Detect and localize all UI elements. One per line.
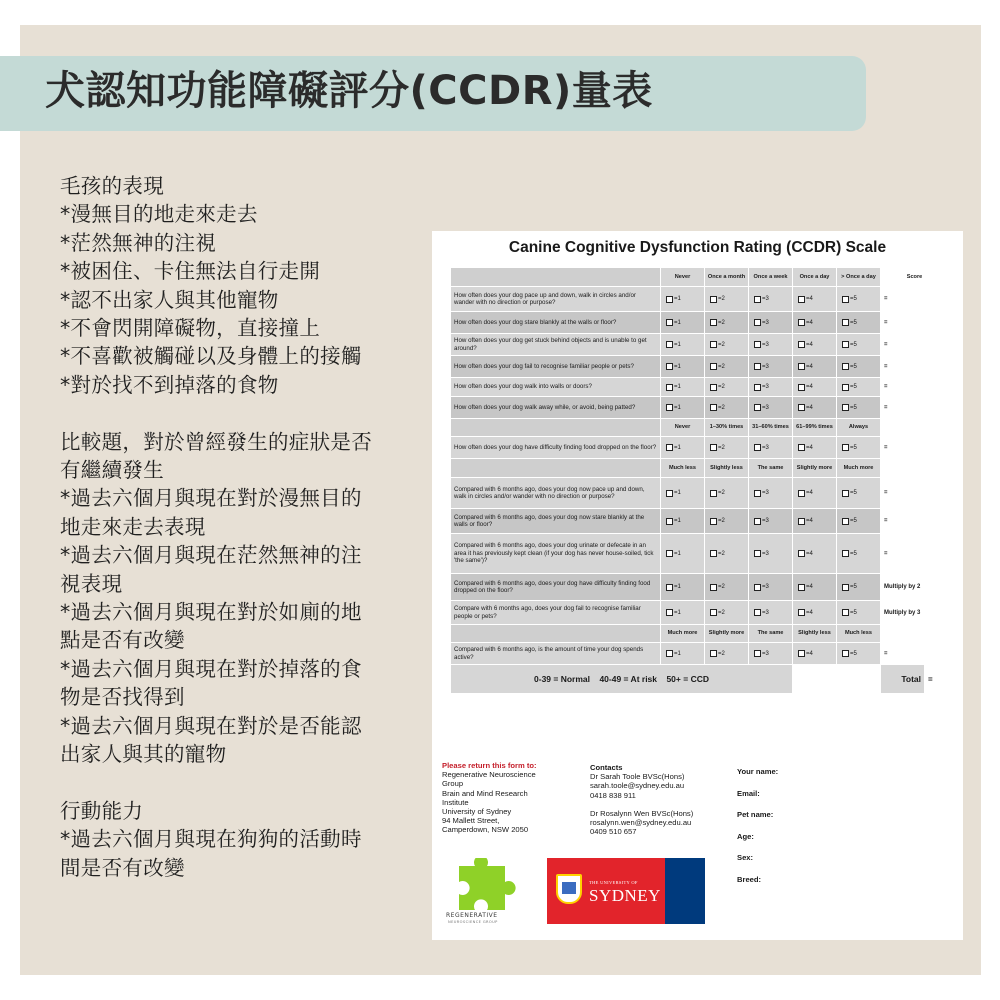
column-header: Never (661, 419, 705, 437)
column-header: 31–60% times (749, 419, 793, 437)
checkbox[interactable] (754, 650, 761, 657)
question: How often does your dog fail to recognise familiar people or pets? (451, 356, 661, 378)
score-header: Score (881, 268, 945, 287)
text-line: 間是否有改變 (60, 855, 185, 880)
question: How often does your dog stare blankly at the walls or floor? (451, 312, 661, 334)
checkbox[interactable] (754, 363, 761, 370)
checkbox[interactable] (798, 650, 805, 657)
table-row: Compared with 6 months ago, does your dog urinate or defecate in an area it has previously kept clean (if your dog has never house-soiled, tick 'the same')? =1 =2 =3 =4 =5 = (451, 534, 945, 574)
checkbox[interactable] (666, 609, 673, 616)
checkbox[interactable] (666, 319, 673, 326)
checkbox[interactable] (710, 384, 717, 391)
column-header: > Once a day (837, 268, 881, 287)
text-line: *漫無目的地走來走去 (60, 202, 258, 227)
checkbox[interactable] (798, 341, 805, 348)
text-line: 視表現 (60, 571, 123, 596)
column-header: 1–30% times (705, 419, 749, 437)
score-cell[interactable]: = (881, 509, 945, 534)
checkbox[interactable] (798, 319, 805, 326)
text-line: 有繼續發生 (60, 458, 164, 483)
score-cell[interactable]: = (881, 397, 945, 419)
checkbox[interactable] (754, 550, 761, 557)
checkbox[interactable] (754, 296, 761, 303)
university-logo: THE UNIVERSITY OF SYDNEY (547, 858, 705, 924)
checkbox[interactable] (754, 319, 761, 326)
checkbox[interactable] (666, 444, 673, 451)
checkbox[interactable] (842, 444, 849, 451)
checkbox[interactable] (666, 341, 673, 348)
score-cell[interactable]: = (881, 534, 945, 574)
checkbox[interactable] (798, 296, 805, 303)
header-row (451, 268, 945, 287)
checkbox[interactable] (798, 363, 805, 370)
text-line: *認不出家人與其他寵物 (60, 287, 279, 312)
text-line: *對於找不到掉落的食物 (60, 372, 279, 397)
checkbox[interactable] (710, 584, 717, 591)
question: Compare with 6 months ago, does your dog fail to recognise familiar people or pets? (451, 601, 661, 625)
header-row (451, 419, 945, 437)
score-cell[interactable]: = (881, 643, 945, 665)
table-row: How often does your dog walk into walls or doors? =1 =2 =3 =4 =5 = (451, 378, 945, 397)
score-cell[interactable]: = (881, 312, 945, 334)
table-row: Compare with 6 months ago, does your dog fail to recognise familiar people or pets? =1 =2 =3 =4 =5 Multiply by 3 (451, 601, 945, 625)
text-line: 毛孩的表現 (60, 174, 164, 198)
checkbox[interactable] (798, 518, 805, 525)
question: Compared with 6 months ago, does your dog urinate or defecate in an area it has previously kept clean (if your dog has never house-soiled, tick 'the same')? (451, 534, 661, 574)
text-line: 物是否找得到 (60, 685, 185, 710)
score-cell[interactable]: = (881, 287, 945, 312)
text-line: 比較題，對於曾經發生的症狀是否 (60, 429, 372, 454)
table-row: How often does your dog fail to recognise familiar people or pets? =1 =2 =3 =4 =5 = (451, 356, 945, 378)
column-header: Once a month (705, 268, 749, 287)
column-header: The same (749, 459, 793, 478)
column-header: Slightly more (793, 459, 837, 478)
checkbox[interactable] (710, 609, 717, 616)
column-header: Much less (661, 459, 705, 478)
question: How often does your dog pace up and down, walk in circles and/or wander with no direction or purpose? (451, 287, 661, 312)
checkbox[interactable] (842, 384, 849, 391)
checkbox[interactable] (842, 550, 849, 557)
table-row: Compared with 6 months ago, is the amount of time your dog spends active? =1 =2 =3 =4 =5 = (451, 643, 945, 665)
checkbox[interactable] (666, 363, 673, 370)
column-header: Slightly less (793, 625, 837, 643)
checkbox[interactable] (666, 550, 673, 557)
checkbox[interactable] (842, 296, 849, 303)
total-label: Total (881, 665, 925, 694)
table-row: Compared with 6 months ago, does your dog now pace up and down, walk in circles and/or wander with no direction or purpose? =1 =2 =3 =4 =5 = (451, 478, 945, 509)
header-row (451, 625, 945, 643)
checkbox[interactable] (710, 296, 717, 303)
column-header: Always (837, 419, 881, 437)
checkbox[interactable] (710, 650, 717, 657)
checkbox[interactable] (666, 490, 673, 497)
checkbox[interactable] (798, 609, 805, 616)
checkbox[interactable] (710, 319, 717, 326)
checkbox[interactable] (842, 490, 849, 497)
column-header: Slightly less (705, 459, 749, 478)
return-address: Please return this form to: Regenerative Neuroscience Group Brain and Mind Research Institute University of Sydney 94 Mallett Street, Camperdown, NSW 2050 (442, 761, 537, 835)
checkbox[interactable] (754, 490, 761, 497)
checkbox[interactable] (798, 584, 805, 591)
text-line: 行動能力 (60, 798, 144, 823)
column-header: Much less (837, 625, 881, 643)
column-header: Slightly more (705, 625, 749, 643)
checkbox[interactable] (666, 584, 673, 591)
text-line: 出家人與其的寵物 (60, 742, 227, 767)
question: Compared with 6 months ago, does your dog now pace up and down, walk in circles and/or wander with no direction or purpose? (451, 478, 661, 509)
score-cell[interactable]: = (881, 437, 945, 459)
spacer (60, 769, 420, 797)
checkbox[interactable] (798, 490, 805, 497)
page-title: 犬認知功能障礙評分(CCDR)量表 (45, 68, 653, 114)
checkbox[interactable] (842, 518, 849, 525)
checkbox[interactable] (798, 404, 805, 411)
question: How often does your dog get stuck behind objects and is unable to get around? (451, 334, 661, 356)
text-line: *過去六個月與現在茫然無神的注 (60, 543, 362, 568)
checkbox[interactable] (842, 341, 849, 348)
checkbox[interactable] (754, 609, 761, 616)
checkbox[interactable] (666, 518, 673, 525)
contacts: Contacts Dr Sarah Toole BVSc(Hons) sarah.toole@sydney.edu.au 0418 838 911 Dr Rosalynn Wen BVSc(Hons) rosalynn.wen@sydney.edu.au 0409 510 657 (590, 763, 694, 837)
column-header: Much more (837, 459, 881, 478)
symptom-list (60, 172, 420, 882)
question: Compared with 6 months ago, does your dog now stare blankly at the walls or floor? (451, 509, 661, 534)
text-line: *茫然無神的注視 (60, 230, 217, 255)
table-row: How often does your dog have difficulty finding food dropped on the floor? =1 =2 =3 =4 =5 = (451, 437, 945, 459)
question: Compared with 6 months ago, does your dog have difficulty finding food dropped on the floor? (451, 574, 661, 601)
checkbox[interactable] (754, 518, 761, 525)
column-header: The same (749, 625, 793, 643)
table-row: How often does your dog walk away while, or avoid, being patted? =1 =2 =3 =4 =5 = (451, 397, 945, 419)
table-row: How often does your dog get stuck behind objects and is unable to get around? =1 =2 =3 =4 =5 = (451, 334, 945, 356)
checkbox[interactable] (798, 550, 805, 557)
checkbox[interactable] (842, 404, 849, 411)
total-score[interactable]: = (925, 665, 945, 694)
crest-icon (556, 874, 582, 904)
owner-fields: Your name: Email: Pet name: Age: Sex: Breed: (737, 767, 779, 884)
ccdr-form-image (432, 231, 963, 940)
text-line: *不喜歡被觸碰以及身體上的接觸 (60, 344, 362, 369)
table-row: How often does your dog pace up and down, walk in circles and/or wander with no direction or purpose? =1 =2 =3 =4 =5 = (451, 287, 945, 312)
text-line: *過去六個月與現在對於漫無目的 (60, 486, 362, 511)
table-row: How often does your dog stare blankly at the walls or floor? =1 =2 =3 =4 =5 = (451, 312, 945, 334)
checkbox[interactable] (710, 363, 717, 370)
checkbox[interactable] (710, 550, 717, 557)
regen-logo-subtext: NEUROSCIENCE GROUP (448, 920, 498, 924)
column-header: Never (661, 268, 705, 287)
total-row (451, 665, 945, 694)
checkbox[interactable] (666, 650, 673, 657)
checkbox[interactable] (754, 444, 761, 451)
text-line: *過去六個月與現在對於如廁的地 (60, 600, 362, 625)
puzzle-logo-icon (445, 858, 521, 918)
checkbox[interactable] (798, 444, 805, 451)
checkbox[interactable] (754, 584, 761, 591)
checkbox[interactable] (710, 444, 717, 451)
checkbox[interactable] (842, 319, 849, 326)
column-header: Once a week (749, 268, 793, 287)
text-line: 點是否有改變 (60, 628, 185, 653)
score-cell[interactable]: = (881, 356, 945, 378)
form-title: Canine Cognitive Dysfunction Rating (CCDR) Scale (508, 239, 887, 256)
score-cell[interactable]: Multiply by 3 (881, 601, 945, 625)
checkbox[interactable] (798, 384, 805, 391)
score-ranges: 0-39 = Normal 40-49 = At risk 50+ = CCD (451, 665, 793, 694)
score-cell[interactable]: = (881, 334, 945, 356)
checkbox[interactable] (842, 363, 849, 370)
checkbox[interactable] (666, 404, 673, 411)
checkbox[interactable] (710, 490, 717, 497)
checkbox[interactable] (710, 518, 717, 525)
checkbox[interactable] (842, 650, 849, 657)
text-line: *過去六個月與現在對於是否能認 (60, 713, 362, 738)
text-line: *被困住、卡住無法自行走開 (60, 259, 321, 284)
header-row (451, 459, 945, 478)
regen-logo-text: REGENERATIVE (446, 912, 498, 919)
text-line: *不會閃開障礙物，直接撞上 (60, 316, 321, 341)
checkbox[interactable] (666, 384, 673, 391)
table-row: Compared with 6 months ago, does your dog now stare blankly at the walls or floor? =1 =2 =3 =4 =5 = (451, 509, 945, 534)
checkbox[interactable] (710, 341, 717, 348)
checkbox[interactable] (710, 404, 717, 411)
text-line: *過去六個月與現在狗狗的活動時 (60, 827, 362, 852)
column-header: 61–99% times (793, 419, 837, 437)
score-cell[interactable]: = (881, 478, 945, 509)
column-header: Once a day (793, 268, 837, 287)
score-cell[interactable]: Multiply by 2 (881, 574, 945, 601)
text-line: 地走來走去表現 (60, 514, 206, 539)
checkbox[interactable] (754, 404, 761, 411)
spacer (60, 399, 420, 427)
score-cell[interactable]: = (881, 378, 945, 397)
checkbox[interactable] (842, 609, 849, 616)
checkbox[interactable] (666, 296, 673, 303)
question: How often does your dog walk into walls or doors? (451, 378, 661, 397)
text-line: *過去六個月與現在對於掉落的食 (60, 656, 362, 681)
checkbox[interactable] (754, 384, 761, 391)
question: How often does your dog have difficulty finding food dropped on the floor? (451, 437, 661, 459)
question: How often does your dog walk away while, or avoid, being patted? (451, 397, 661, 419)
table-row: Compared with 6 months ago, does your dog have difficulty finding food dropped on the floor? =1 =2 =3 =4 =5 Multiply by 2 (451, 574, 945, 601)
ccdr-table (451, 268, 945, 694)
column-header: Much more (661, 625, 705, 643)
checkbox[interactable] (754, 341, 761, 348)
checkbox[interactable] (842, 584, 849, 591)
question: Compared with 6 months ago, is the amount of time your dog spends active? (451, 643, 661, 665)
